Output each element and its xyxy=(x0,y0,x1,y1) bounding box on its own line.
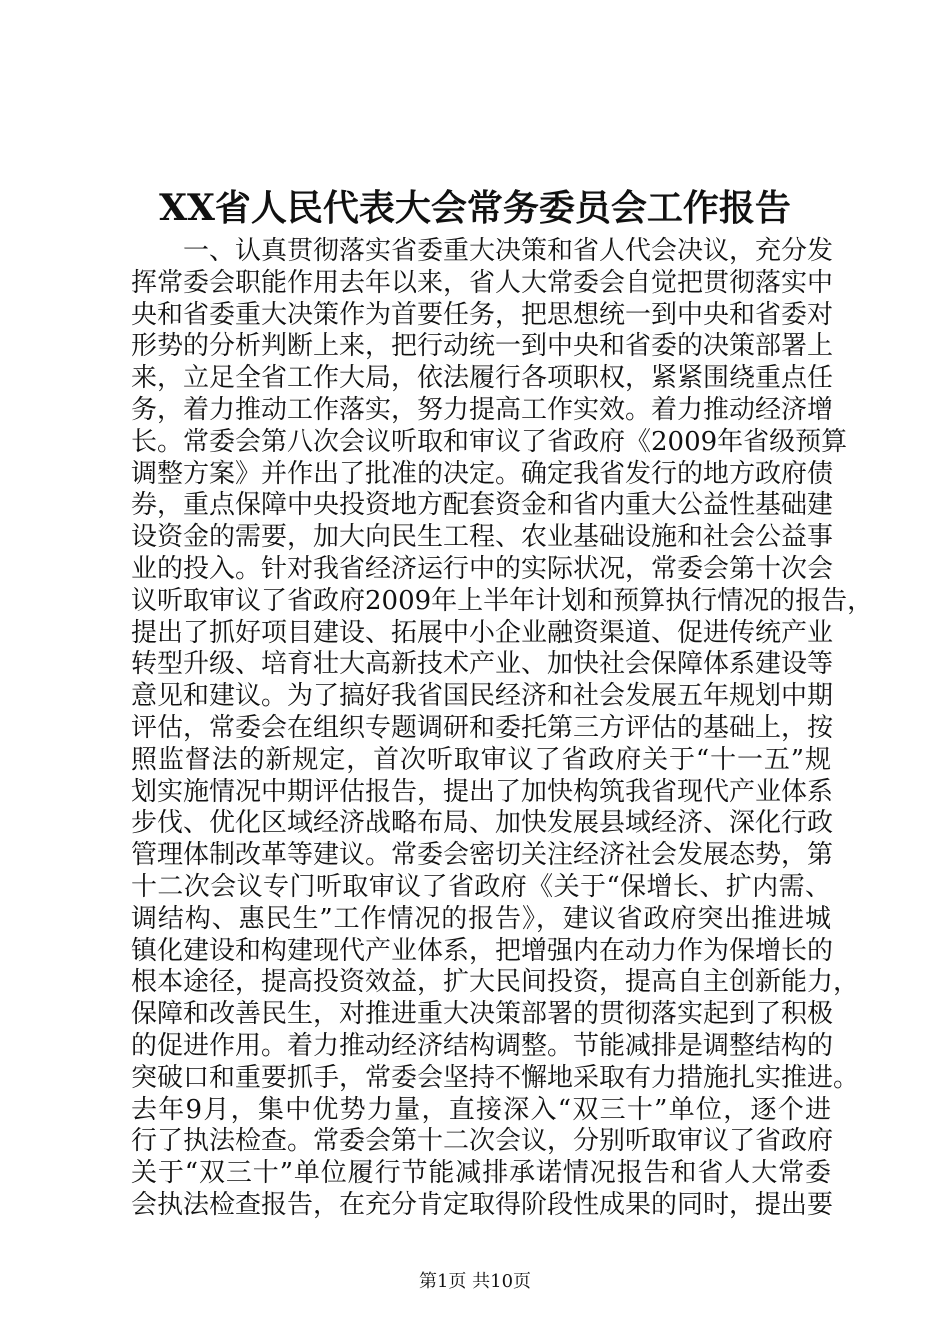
body-line: 十二次会议专门听取审议了省政府《关于“保增长、扩内需、 xyxy=(131,871,831,902)
body-line: 步伐、优化区域经济战略布局、加快发展县域经济、深化行政 xyxy=(131,808,834,839)
body-line: 调结构、惠民生”工作情况的报告》，建议省政府突出推进城 xyxy=(131,903,831,934)
body-line: 的促进作用。着力推动经济结构调整。节能减排是调整结构的 xyxy=(131,1030,834,1061)
body-line: 转型升级、培育壮大高新技术产业、加快社会保障体系建设等 xyxy=(131,649,834,680)
body-line: 券，重点保障中央投资地方配套资金和省内重大公益性基础建 xyxy=(131,490,834,521)
document-body xyxy=(131,236,874,1222)
body-line: 挥常委会职能作用去年以来，省人大常委会自觉把贯彻落实中 xyxy=(131,267,834,298)
body-line: 照监督法的新规定，首次听取审议了省政府关于“十一五”规 xyxy=(131,744,831,775)
body-line: 意见和建议。为了搞好我省国民经济和社会发展五年规划中期 xyxy=(131,681,834,712)
body-line: 长。常委会第八次会议听取和审议了省政府《2009年省级预算 xyxy=(131,426,848,457)
body-line: 务，着力推动工作落实，努力提高工作实效。着力推动经济增 xyxy=(131,394,834,425)
body-line: 行了执法检查。常委会第十二次会议，分别听取审议了省政府 xyxy=(131,1126,834,1157)
body-line: 会执法检查报告，在充分肯定取得阶段性成果的同时，提出要 xyxy=(131,1189,834,1220)
body-line: 一、认真贯彻落实省委重大决策和省人代会决议，充分发 xyxy=(131,236,834,266)
body-line: 评估，常委会在组织专题调研和委托第三方评估的基础上，按 xyxy=(131,712,834,743)
body-line: 提出了抓好项目建设、拓展中小企业融资渠道、促进传统产业 xyxy=(131,617,834,648)
body-line: 来，立足全省工作大局，依法履行各项职权，紧紧围绕重点任 xyxy=(131,363,834,394)
body-line: 央和省委重大决策作为首要任务，把思想统一到中央和省委对 xyxy=(131,299,834,330)
page-number: 第1页 共10页 xyxy=(418,1271,532,1292)
body-line: 突破口和重要抓手，常委会坚持不懈地采取有力措施扎实推进。 xyxy=(131,1062,860,1093)
body-line: 保障和改善民生，对推进重大决策部署的贯彻落实起到了积极 xyxy=(131,999,834,1030)
document-title: XX省人民代表大会常务委员会工作报告 xyxy=(159,187,791,229)
body-line: 划实施情况中期评估报告，提出了加快构筑我省现代产业体系 xyxy=(131,776,834,807)
body-line: 去年9月，集中优势力量，直接深入“双三十”单位，逐个进 xyxy=(131,1094,831,1125)
body-line: 关于“双三十”单位履行节能减排承诺情况报告和省人大常委 xyxy=(131,1158,831,1189)
body-line: 管理体制改革等建议。常委会密切关注经济社会发展态势，第 xyxy=(131,840,834,871)
body-line: 设资金的需要，加大向民生工程、农业基础设施和社会公益事 xyxy=(131,522,834,553)
body-line: 业的投入。针对我省经济运行中的实际状况，常委会第十次会 xyxy=(131,553,834,584)
body-line: 形势的分析判断上来，把行动统一到中央和省委的决策部署上 xyxy=(131,331,834,362)
body-line: 议听取审议了省政府2009年上半年计划和预算执行情况的报告， xyxy=(131,585,874,616)
body-line: 根本途径，提高投资效益，扩大民间投资，提高自主创新能力， xyxy=(131,967,860,998)
body-line: 调整方案》并作出了批准的决定。确定我省发行的地方政府债 xyxy=(131,458,834,489)
body-line: 镇化建设和构建现代产业体系，把增强内在动力作为保增长的 xyxy=(131,935,834,966)
